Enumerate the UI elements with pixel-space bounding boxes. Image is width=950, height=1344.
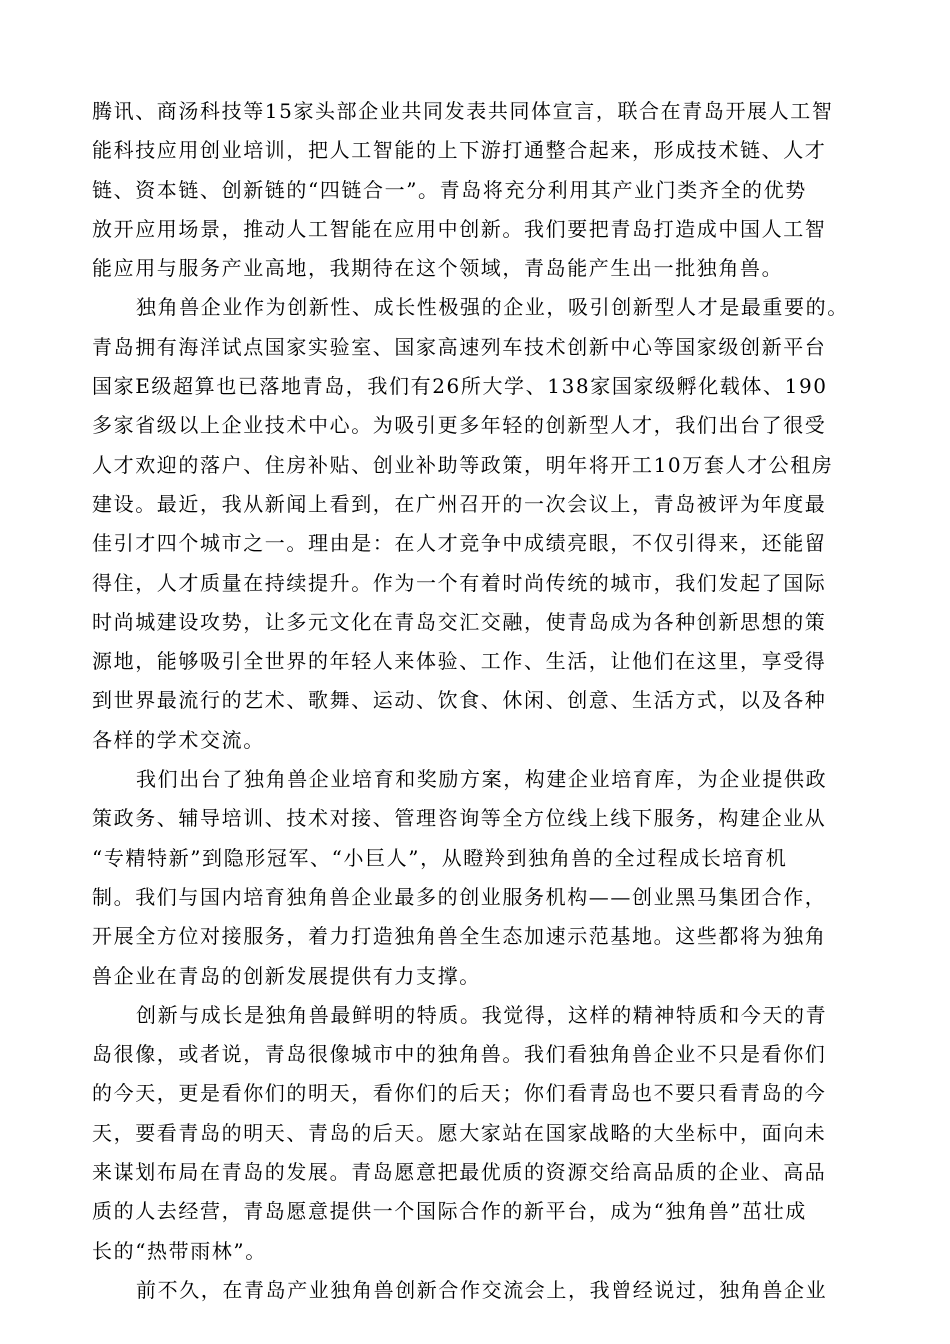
text-line: 能应用与服务产业高地，我期待在这个领域，青岛能产生出一批独角兽。	[92, 256, 784, 281]
text-line: 前不久，在青岛产业独角兽创新合作交流会上，我曾经说过，独角兽企业	[136, 1277, 828, 1302]
text-line: 时尚城建设攻势，让多元文化在青岛交汇交融，使青岛成为各种创新思想的策	[92, 609, 827, 634]
text-line: 的今天，更是看你们的明天，看你们的后天；你们看青岛也不要只看青岛的今	[92, 1081, 827, 1106]
text-line: 能科技应用创业培训，把人工智能的上下游打通整合起来，形成技术链、人才	[92, 138, 827, 163]
text-line: 各样的学术交流。	[92, 727, 265, 752]
text-line: 岛很像，或者说，青岛很像城市中的独角兽。我们看独角兽企业不只是看你们	[92, 1042, 827, 1067]
text-line: “专精特新”到隐形冠军、“小巨人”，从瞪羚到独角兽的全过程成长培育机	[92, 845, 788, 870]
text-line: 得住，人才质量在持续提升。作为一个有着时尚传统的城市，我们发起了国际	[92, 570, 827, 595]
text-line: 长的“热带雨林”。	[92, 1238, 267, 1263]
text-line: 独角兽企业作为创新性、成长性极强的企业，吸引创新型人才是最重要的。	[136, 295, 849, 320]
text-line: 创新与成长是独角兽最鲜明的特质。我觉得，这样的精神特质和今天的青	[136, 1002, 828, 1027]
text-line: 质的人去经营，青岛愿意提供一个国际合作的新平台，成为“独角兽”茁壮成	[92, 1199, 807, 1224]
text-line: 来谋划布局在青岛的发展。青岛愿意把最优质的资源交给高品质的企业、高品	[92, 1160, 827, 1185]
text-line: 青岛拥有海洋试点国家实验室、国家高速列车技术创新中心等国家级创新平台	[92, 334, 827, 359]
text-line: 我们出台了独角兽企业培育和奖励方案，构建企业培育库，为企业提供政	[136, 767, 828, 792]
text-line: 源地，能够吸引全世界的年轻人来体验、工作、生活，让他们在这里，享受得	[92, 649, 827, 674]
text-line: 开展全方位对接服务，着力打造独角兽全生态加速示范基地。这些都将为独角	[92, 924, 827, 949]
document-body	[92, 92, 862, 1310]
text-line: 链、资本链、创新链的“四链合一”。青岛将充分利用其产业门类齐全的优势	[92, 177, 807, 202]
text-line: 放开应用场景，推动人工智能在应用中创新。我们要把青岛打造成中国人工智	[92, 216, 827, 241]
text-line: 天，要看青岛的明天、青岛的后天。愿大家站在国家战略的大坐标中，面向未	[92, 1120, 827, 1145]
text-line: 策政务、辅导培训、技术对接、管理咨询等全方位线上线下服务，构建企业从	[92, 806, 827, 831]
text-line: 人才欢迎的落户、住房补贴、创业补助等政策，明年将开工10万套人才公租房	[92, 452, 834, 477]
text-line: 制。我们与国内培育独角兽企业最多的创业服务机构——创业黑马集团合作，	[92, 884, 827, 909]
text-line: 佳引才四个城市之一。理由是：在人才竞争中成绩亮眼，不仅引得来，还能留	[92, 531, 827, 556]
text-line: 多家省级以上企业技术中心。为吸引更多年轻的创新型人才，我们出台了很受	[92, 413, 827, 438]
text-line: 到世界最流行的艺术、歌舞、运动、饮食、休闲、创意、生活方式，以及各种	[92, 688, 827, 713]
text-line: 国家E级超算也已落地青岛，我们有26所大学、138家国家级孵化载体、190	[92, 374, 828, 399]
text-line: 兽企业在青岛的创新发展提供有力支撑。	[92, 963, 481, 988]
text-line: 建设。最近，我从新闻上看到，在广州召开的一次会议上，青岛被评为年度最	[92, 491, 827, 516]
text-line: 腾讯、商汤科技等15家头部企业共同发表共同体宣言，联合在青岛开展人工智	[92, 99, 834, 123]
